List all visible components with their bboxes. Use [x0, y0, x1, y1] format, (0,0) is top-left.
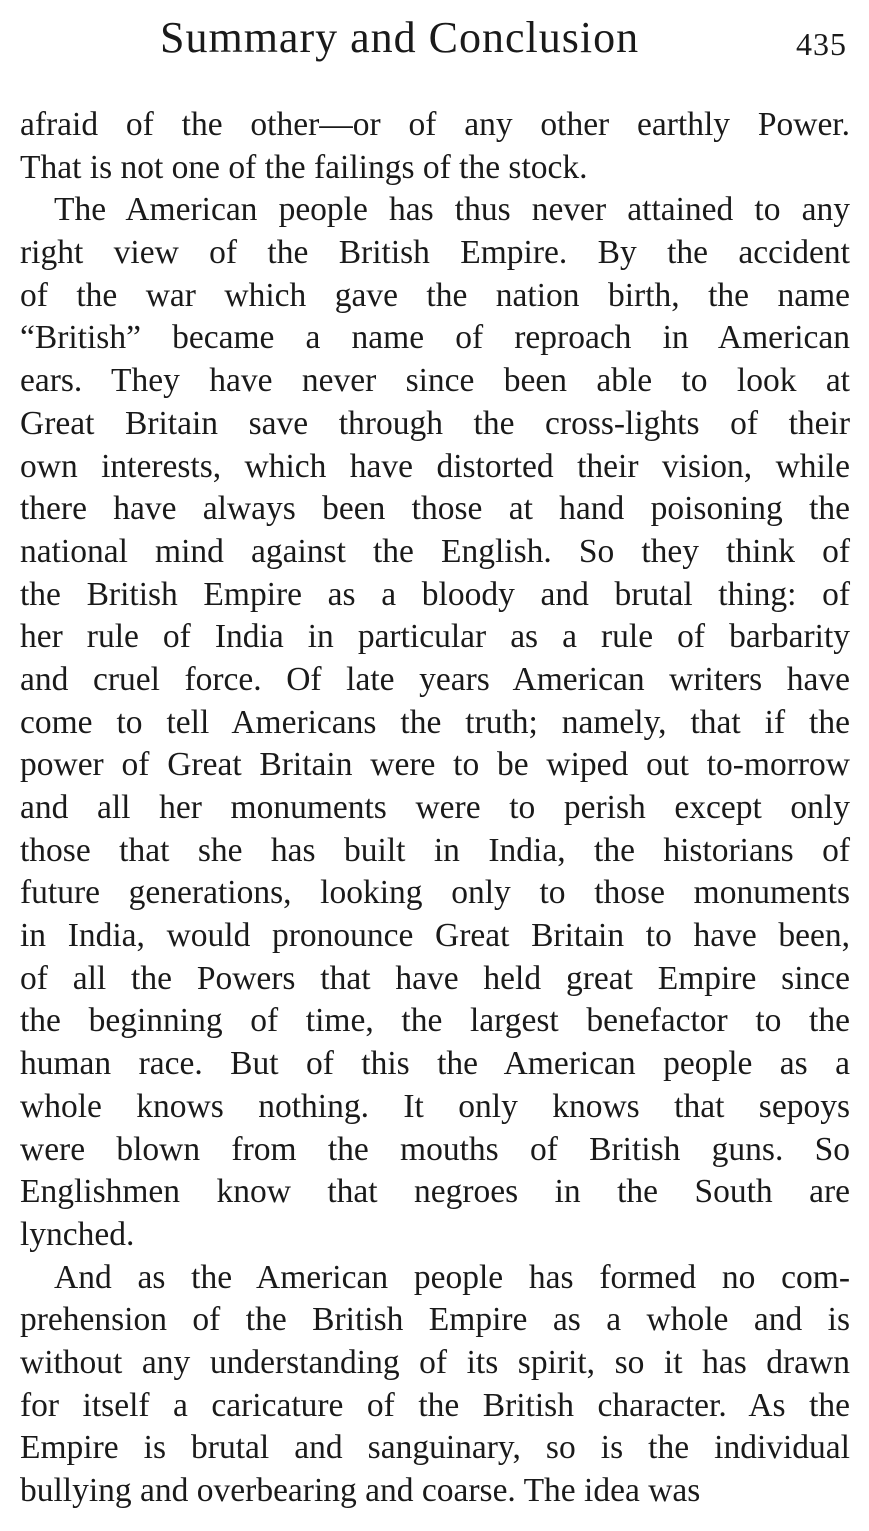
text-line: and cruel force. Of late years American writers have: [20, 660, 850, 698]
text-line: right view of the British Empire. By the accident: [20, 234, 850, 272]
text-line: prehension of the British Empire as a whole and is: [20, 1301, 850, 1339]
text-line: come to tell Americans the truth; namely, that if the: [20, 703, 850, 741]
text-line: without any understanding of its spirit, so it has drawn: [20, 1343, 850, 1381]
text-line: bullying and overbearing and coarse. The idea was: [20, 1472, 701, 1509]
text-line: power of Great Britain were to be wiped out to-morrow: [20, 746, 850, 784]
text-line: and all her monuments were to perish except only: [20, 789, 850, 826]
text-line: Empire is brutal and sanguinary, so is the individual: [20, 1429, 850, 1467]
text-line: the beginning of time, the largest benefactor to the: [20, 1002, 850, 1040]
text-line: in India, would pronounce Great Britain to have been,: [20, 917, 850, 955]
text-line: afraid of the other—or of any other earthly Power.: [20, 106, 850, 143]
text-line: those that she has built in India, the historians of: [20, 831, 850, 869]
body-text: [20, 104, 850, 1513]
text-line: The American people has thus never attained to any: [54, 191, 850, 229]
text-line: of all the Powers that have held great Empire since: [20, 959, 850, 997]
text-line: lynched.: [20, 1215, 135, 1253]
chapter-title: Summary and Conclusion: [160, 13, 640, 62]
text-line: And as the American people has formed no com-: [54, 1258, 850, 1296]
text-line: national mind against the English. So they think of: [20, 532, 850, 570]
text-line: whole knows nothing. It only knows that sepoys: [20, 1087, 850, 1125]
text-line: Great Britain save through the cross-lights of their: [20, 404, 850, 442]
text-line: for itself a caricature of the British character. As the: [20, 1386, 850, 1424]
text-line: “British” became a name of reproach in American: [20, 319, 850, 357]
text-line: there have always been those at hand poisoning the: [20, 490, 850, 528]
text-line: own interests, which have distorted their vision, while: [20, 447, 850, 485]
text-line: were blown from the mouths of British guns. So: [20, 1130, 850, 1168]
text-line: her rule of India in particular as a rule of barbarity: [20, 618, 850, 656]
running-head: [0, 10, 869, 66]
text-line: That is not one of the failings of the stock.: [20, 148, 588, 186]
text-line: of the war which gave the nation birth, the name: [20, 276, 850, 314]
page-number: 435: [796, 26, 847, 62]
text-line: the British Empire as a bloody and brutal thing: of: [20, 575, 850, 613]
text-line: future generations, looking only to those monuments: [20, 874, 850, 912]
text-line: ears. They have never since been able to look at: [20, 362, 850, 400]
text-line: Englishmen know that negroes in the South are: [20, 1173, 850, 1211]
text-line: human race. But of this the American people as a: [20, 1045, 850, 1083]
